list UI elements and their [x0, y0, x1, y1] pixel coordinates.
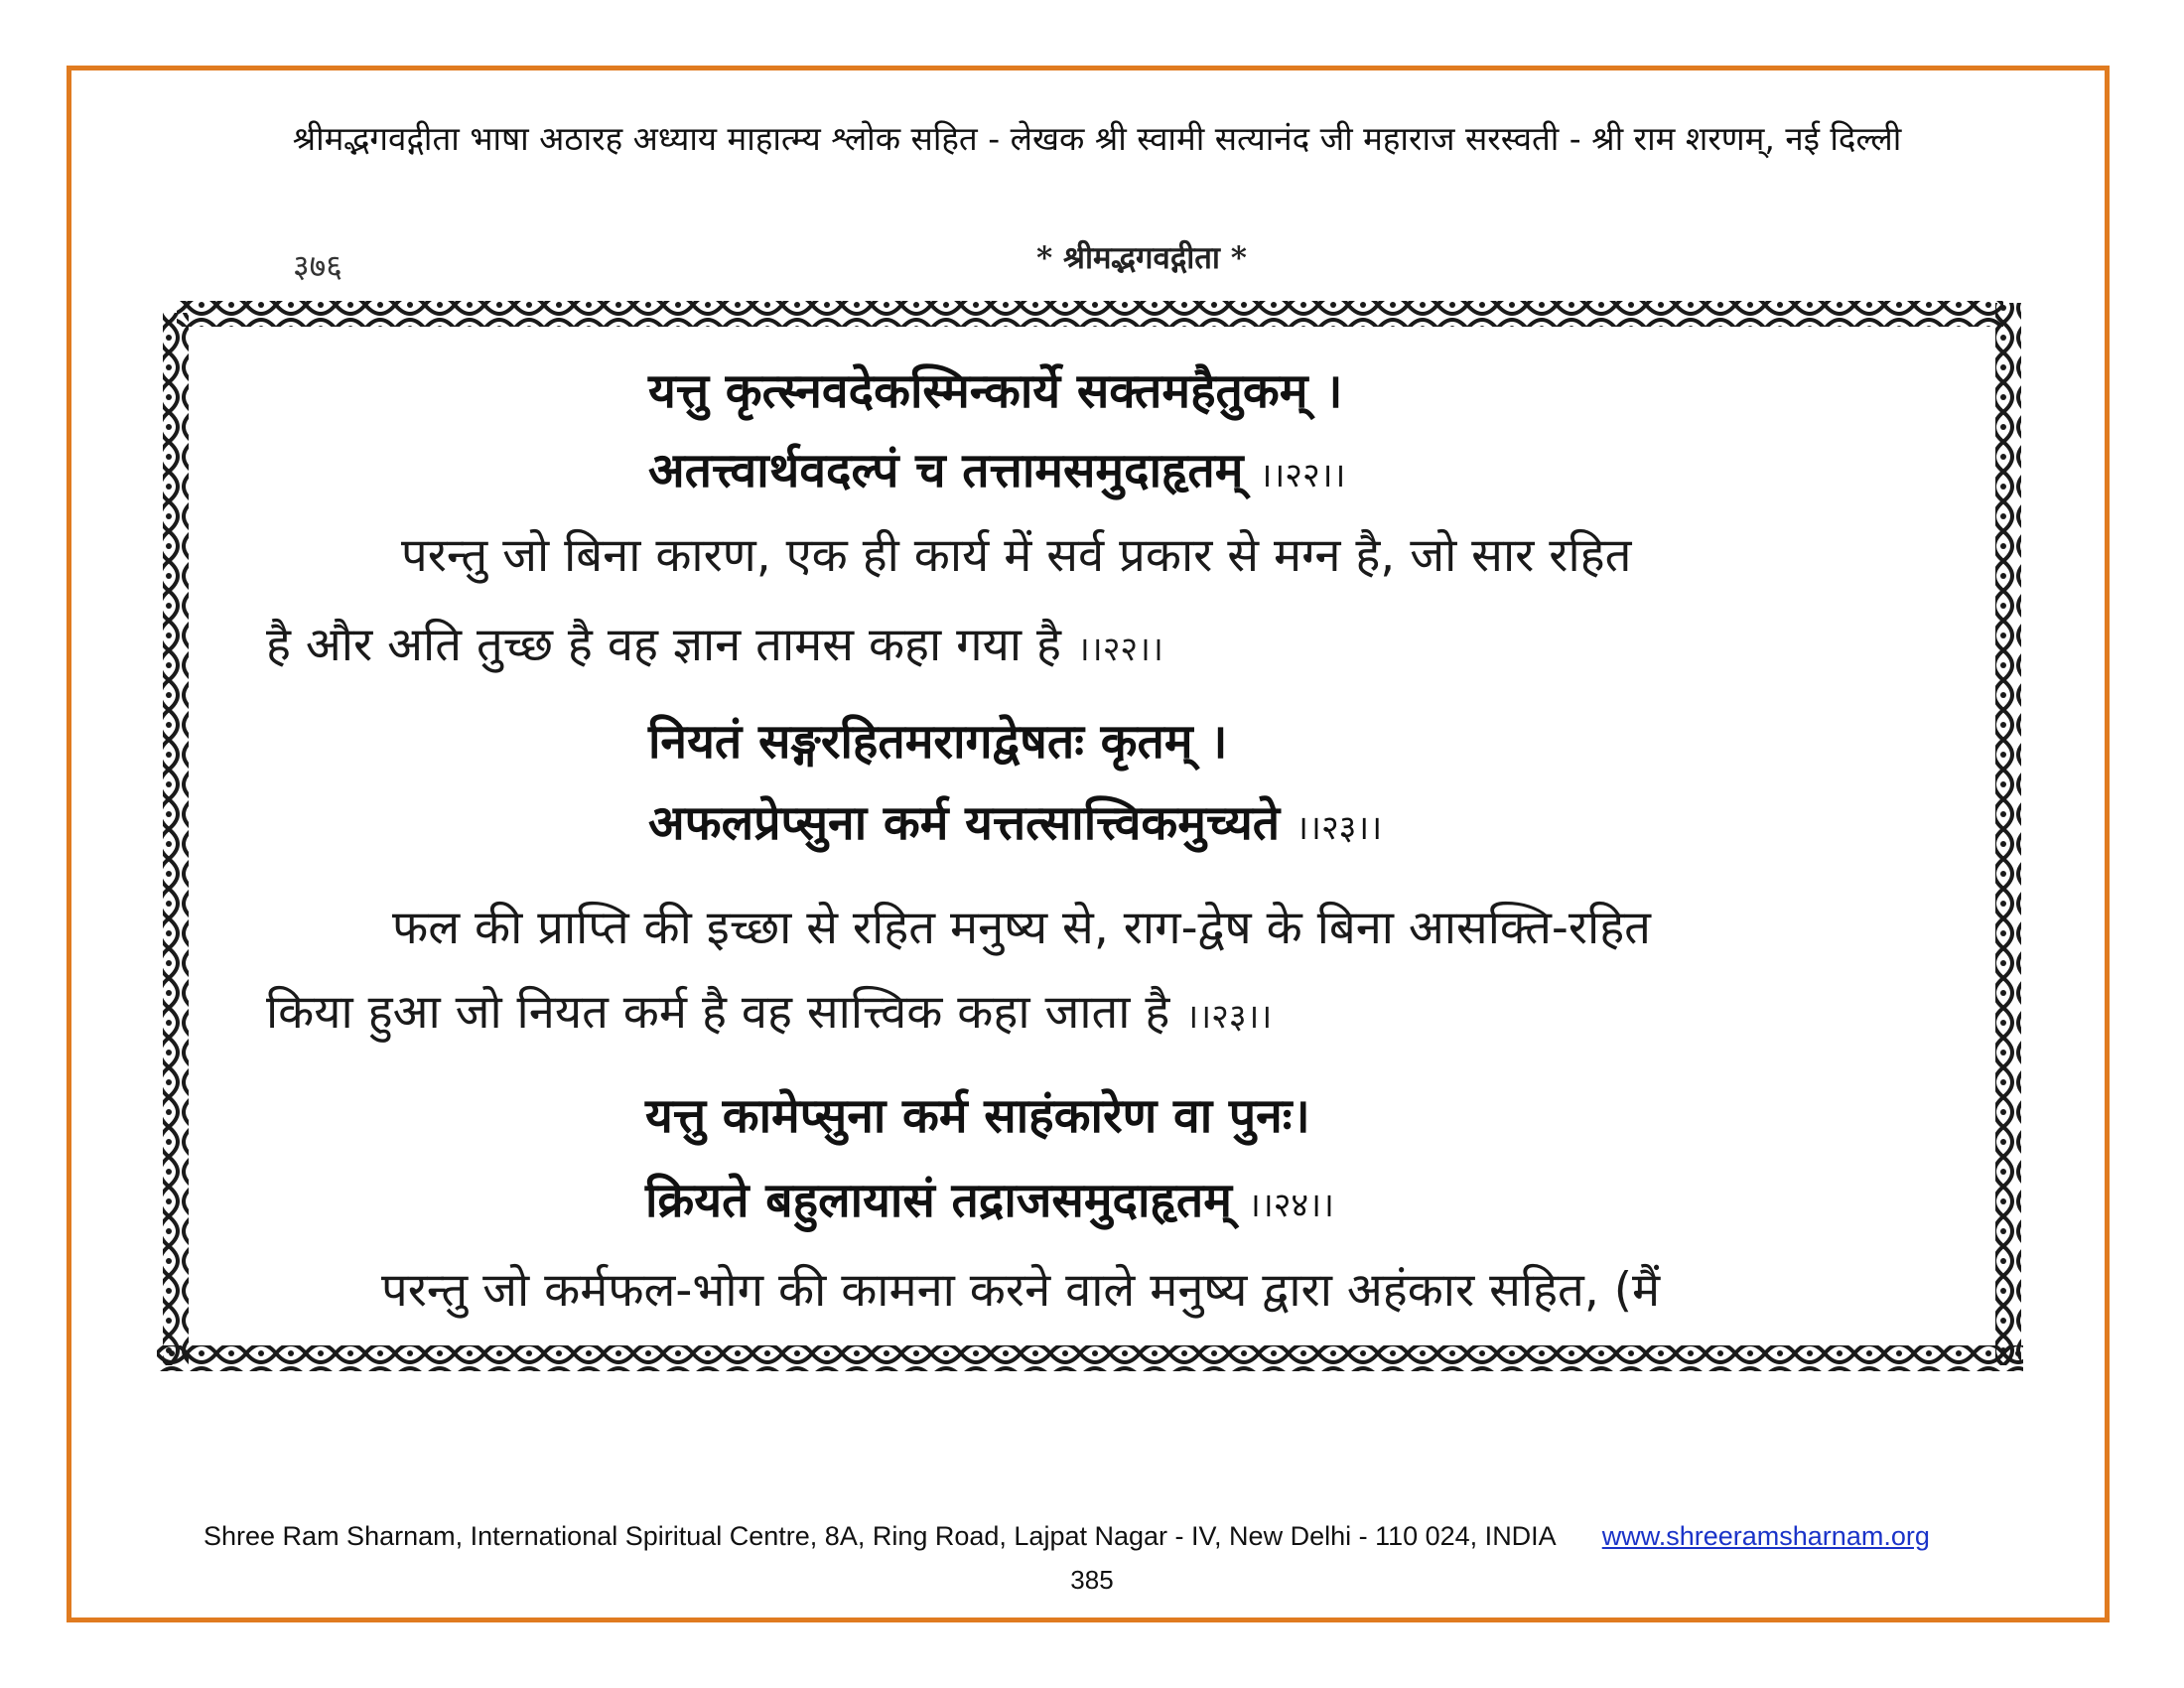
prose-23-line-2-text: किया हुआ जो नियत कर्म है वह सात्त्विक कहा जाता है: [266, 985, 1170, 1040]
verse-23-number: ।।२३।।: [1296, 808, 1383, 848]
verse-23-line-1: नियतं सङ्गरहितमरागद्वेषतः कृतम् ।: [648, 714, 1228, 770]
prose-24-line-1: परन्तु जो कर्मफल-भोग की कामना करने वाले मनुष्य द्वारा अहंकार सहित, (मैं: [381, 1263, 1661, 1318]
verse-24-line-2: [645, 1167, 1334, 1231]
website-link[interactable]: www.shreeramsharnam.org: [1601, 1521, 1930, 1551]
border-bottom: [157, 1345, 2023, 1371]
border-right: [1995, 303, 2021, 1365]
verse-22-line-1: यत्तु कृत्स्नवदेकस्मिन्कार्ये सक्तमहैतुकम् ।: [648, 363, 1343, 419]
page-header: श्रीमद्भगवद्गीता भाषा अठारह अध्याय माहात्म्य श्लोक सहित - लेखक श्री स्वामी सत्यानंद जी महाराज सरस्वती - श्री राम शरणम्, नई दिल्ली: [292, 119, 1902, 158]
border-top: [177, 301, 2003, 327]
verse-22-number: ।।२२।।: [1259, 456, 1346, 495]
verse-24-number: ।।२४।।: [1247, 1186, 1334, 1225]
prose-23-number: ।।२३।।: [1185, 997, 1273, 1037]
verse-23-line-2-text: अफलप्रेप्सुना कर्म यत्तत्सात्त्विकमुच्यते: [648, 795, 1281, 851]
footer-page-number: 385: [1070, 1565, 1114, 1595]
scanned-page: [157, 293, 2023, 1375]
scan-page-number: ३७६: [293, 247, 342, 285]
verse-22-line-2: [648, 437, 1345, 501]
verse-24-line-1: यत्तु कामेप्सुना कर्म साहंकारेण वा पुनः।: [645, 1088, 1310, 1144]
prose-22-line-2-text: है और अति तुच्छ है वह ज्ञान तामस कहा गया है: [266, 618, 1061, 672]
footer-address: Shree Ram Sharnam, International Spiritual Centre, 8A, Ring Road, Lajpat Nagar - IV, New Delhi - 110 024, INDIA: [204, 1521, 1556, 1551]
scan-running-title: * श्रीमद्भगवद्गीता *: [1036, 240, 1247, 276]
prose-22-line-2: [266, 611, 1163, 674]
prose-23-line-1: फल की प्राप्ति की इच्छा से रहित मनुष्य से, राग-द्वेष के बिना आसक्ति-रहित: [392, 901, 1651, 955]
prose-22-line-1: परन्तु जो बिना कारण, एक ही कार्य में सर्व प्रकार से मग्न है, जो सार रहित: [401, 528, 1632, 583]
verse-24-line-2-text: क्रियते बहुलायासं तद्राजसमुदाहृतम्: [645, 1173, 1232, 1228]
prose-22-number: ।।२२।।: [1076, 630, 1163, 669]
verse-22-line-2-text: अतत्त्वार्थवदल्पं च तत्तामसमुदाहृतम्: [648, 443, 1244, 498]
verse-23-line-2: [648, 789, 1382, 854]
border-left: [163, 313, 189, 1365]
prose-23-line-2: [266, 978, 1272, 1042]
footer: [204, 1521, 1930, 1552]
